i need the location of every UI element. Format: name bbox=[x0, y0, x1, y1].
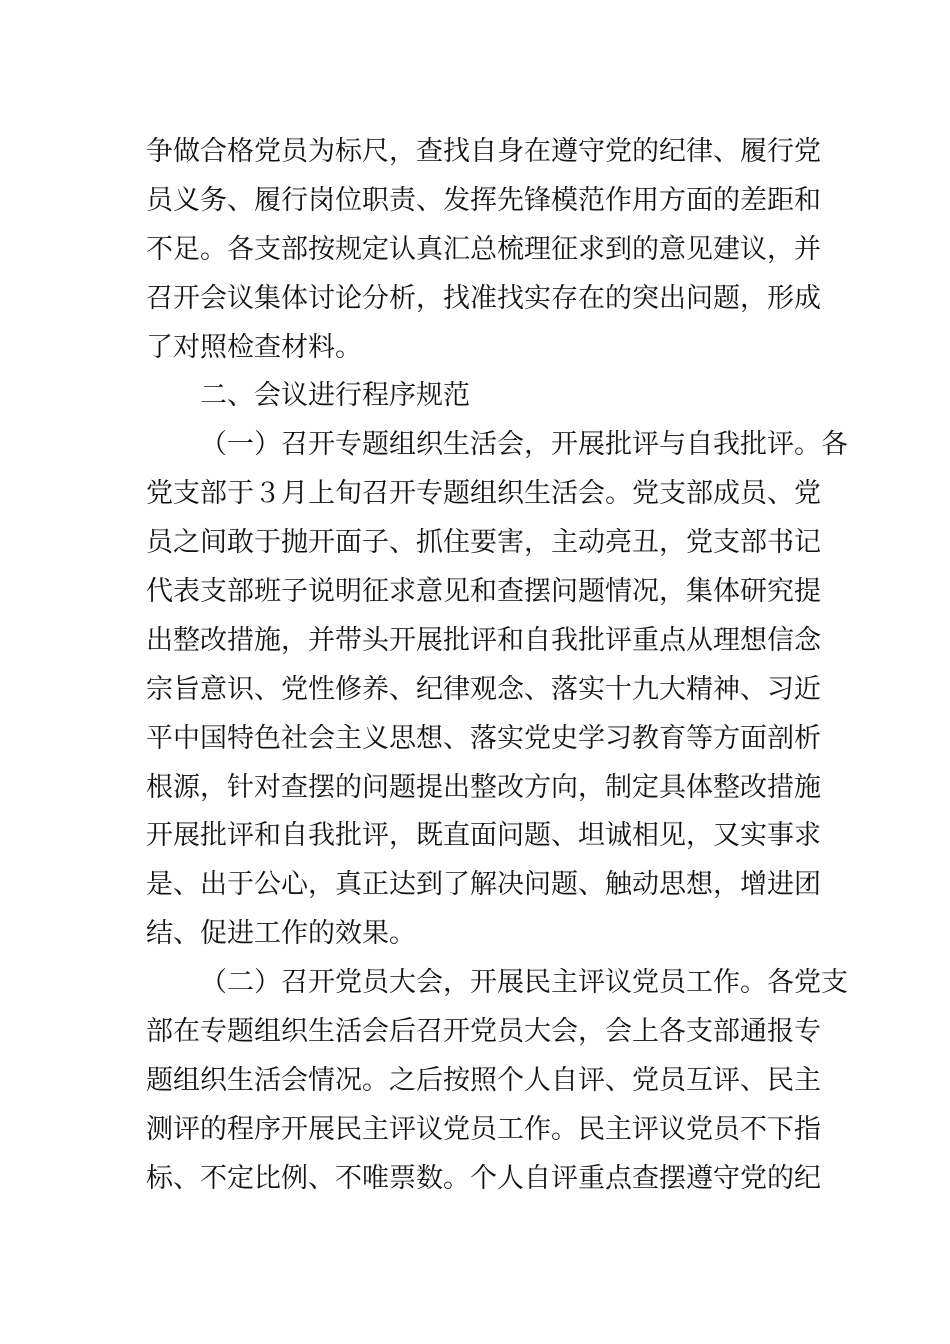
text-line: 员之间敢于抛开面子、抓住要害，主动亮丑，党支部书记 bbox=[146, 527, 821, 559]
text-line: 测评的程序开展民主评议党员工作。民主评议党员不下指 bbox=[146, 1113, 821, 1145]
text-line: 开展批评和自我批评，既直面问题、坦诚相见，又实事求 bbox=[146, 820, 821, 852]
text-line: 召开会议集体讨论分析，找准找实存在的突出问题，形成 bbox=[146, 282, 821, 314]
text-line: 争做合格党员为标尺，查找自身在遵守党的纪律、履行党 bbox=[146, 136, 821, 167]
text-line: 题组织生活会情况。之后按照个人自评、党员互评、民主 bbox=[146, 1064, 821, 1096]
text-line: 平中国特色社会主义思想、落实党史学习教育等方面剖析 bbox=[146, 722, 821, 754]
text-line: 代表支部班子说明征求意见和查摆问题情况，集体研究提 bbox=[146, 576, 821, 608]
section-heading: 二、会议进行程序规范 bbox=[200, 380, 470, 412]
text-line: 部在专题组织生活会后召开党员大会，会上各支部通报专 bbox=[146, 1016, 821, 1048]
text-line: 是、出于公心，真正达到了解决问题、触动思想，增进团 bbox=[146, 869, 821, 901]
text-line: 标、不定比例、不唯票数。个人自评重点查摆遵守党的纪 bbox=[146, 1162, 821, 1194]
paragraph-start: （一）召开专题组织生活会，开展批评与自我批评。各 bbox=[200, 429, 848, 461]
text-line: 党支部于３月上旬召开专题组织生活会。党支部成员、党 bbox=[146, 478, 821, 510]
text-line: 了对照检查材料。 bbox=[146, 331, 362, 363]
text-line: 结、促进工作的效果。 bbox=[146, 918, 416, 950]
text-line: 出整改措施，并带头开展批评和自我批评重点从理想信念 bbox=[146, 624, 821, 656]
text-line: 员义务、履行岗位职责、发挥先锋模范作用方面的差距和 bbox=[146, 184, 821, 216]
document-body bbox=[146, 128, 848, 1204]
text-line: 根源，针对查摆的问题提出整改方向，制定具体整改措施 bbox=[146, 771, 821, 803]
paragraph-start: （二）召开党员大会，开展民主评议党员工作。各党支 bbox=[200, 967, 848, 999]
text-line: 宗旨意识、党性修养、纪律观念、落实十九大精神、习近 bbox=[146, 673, 821, 705]
text-line: 不足。各支部按规定认真汇总梳理征求到的意见建议，并 bbox=[146, 233, 821, 265]
